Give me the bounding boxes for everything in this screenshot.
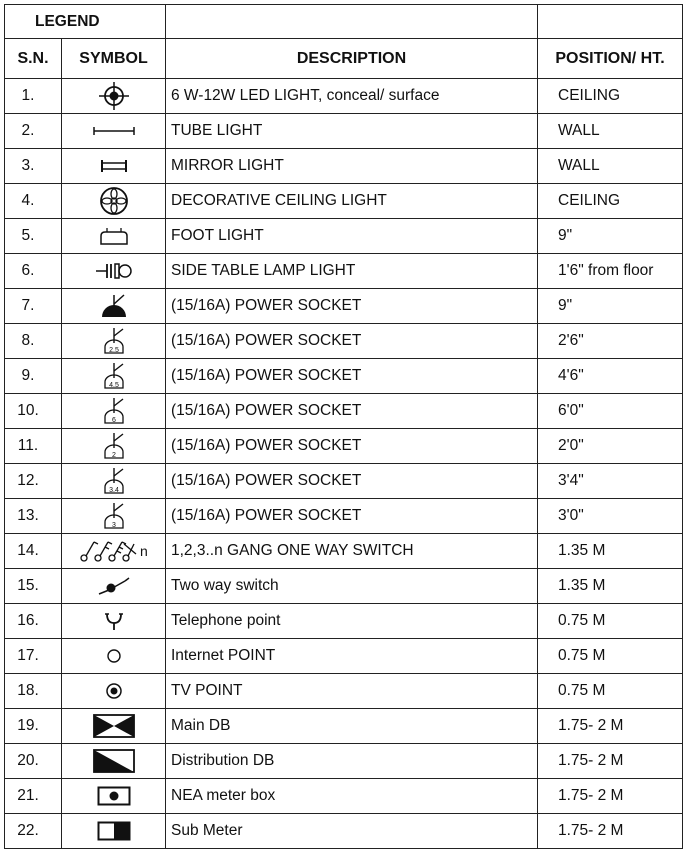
row-description: Two way switch <box>166 569 538 604</box>
row-position: 3'4" <box>538 464 683 499</box>
row-description: Sub Meter <box>166 814 538 849</box>
row-position: WALL <box>538 149 683 184</box>
mirror-light-icon <box>99 157 129 174</box>
socket-height-label: 3.4 <box>108 487 119 494</box>
row-symbol <box>62 744 166 779</box>
decorative-light-icon <box>98 192 130 209</box>
socket-height-label: 4.5 <box>108 382 119 389</box>
row-sn: 5. <box>5 219 62 254</box>
meter-box-icon <box>97 787 131 804</box>
row-position: 4'6" <box>538 359 683 394</box>
legend-row <box>5 604 683 639</box>
row-position: 1'6" from floor <box>538 254 683 289</box>
legend-row <box>5 219 683 254</box>
row-position: CEILING <box>538 79 683 114</box>
legend-row <box>5 359 683 394</box>
row-description: (15/16A) POWER SOCKET <box>166 429 538 464</box>
row-symbol <box>62 429 166 464</box>
title-pos-blank <box>538 5 683 39</box>
row-sn: 2. <box>5 114 62 149</box>
row-sn: 19. <box>5 709 62 744</box>
row-position: 0.75 M <box>538 604 683 639</box>
row-symbol <box>62 674 166 709</box>
row-sn: 22. <box>5 814 62 849</box>
row-position: 9" <box>538 289 683 324</box>
row-sn: 18. <box>5 674 62 709</box>
legend-row <box>5 79 683 114</box>
row-description: (15/16A) POWER SOCKET <box>166 464 538 499</box>
row-description: Main DB <box>166 709 538 744</box>
row-description: MIRROR LIGHT <box>166 149 538 184</box>
row-symbol <box>62 779 166 814</box>
legend-table <box>4 4 683 849</box>
legend-row <box>5 674 683 709</box>
row-sn: 10. <box>5 394 62 429</box>
row-description: 6 W-12W LED LIGHT, conceal/ surface <box>166 79 538 114</box>
legend-row <box>5 499 683 534</box>
row-description: Distribution DB <box>166 744 538 779</box>
row-position: 9" <box>538 219 683 254</box>
row-position: 3'0" <box>538 499 683 534</box>
tube-light-icon <box>92 122 136 139</box>
row-description: (15/16A) POWER SOCKET <box>166 394 538 429</box>
two-way-switch-icon <box>97 577 131 594</box>
row-position: 2'0" <box>538 429 683 464</box>
row-description: Internet POINT <box>166 639 538 674</box>
socket-icon <box>99 402 129 424</box>
row-description: NEA meter box <box>166 779 538 814</box>
row-sn: 13. <box>5 499 62 534</box>
legend-title-row <box>5 5 683 39</box>
socket-height-label: 6 <box>111 417 116 424</box>
row-symbol <box>62 114 166 149</box>
row-position: 1.75- 2 M <box>538 709 683 744</box>
row-position: 1.75- 2 M <box>538 779 683 814</box>
title-desc-blank <box>166 5 538 39</box>
row-description: (15/16A) POWER SOCKET <box>166 289 538 324</box>
legend-row <box>5 324 683 359</box>
legend-row <box>5 639 683 674</box>
row-symbol <box>62 219 166 254</box>
socket-height-label: 2 <box>111 452 116 459</box>
legend-row <box>5 534 683 569</box>
gang-switch-icon <box>78 542 150 559</box>
foot-light-icon <box>98 227 130 244</box>
row-description: FOOT LIGHT <box>166 219 538 254</box>
tv-point-icon <box>104 682 124 699</box>
socket-icon <box>99 472 129 494</box>
row-position: WALL <box>538 114 683 149</box>
led-light-icon <box>97 87 131 104</box>
row-sn: 6. <box>5 254 62 289</box>
row-position: 0.75 M <box>538 674 683 709</box>
header-symbol: SYMBOL <box>62 39 166 79</box>
row-position: 1.75- 2 M <box>538 814 683 849</box>
row-description: DECORATIVE CEILING LIGHT <box>166 184 538 219</box>
row-symbol <box>62 569 166 604</box>
header-position: POSITION/ HT. <box>538 39 683 79</box>
header-description: DESCRIPTION <box>166 39 538 79</box>
row-symbol <box>62 499 166 534</box>
socket-height-label: 2.5 <box>108 347 119 354</box>
row-sn: 8. <box>5 324 62 359</box>
row-description: 1,2,3..n GANG ONE WAY SWITCH <box>166 534 538 569</box>
legend-row <box>5 114 683 149</box>
row-position: 0.75 M <box>538 639 683 674</box>
legend-row <box>5 184 683 219</box>
row-description: TV POINT <box>166 674 538 709</box>
main-db-icon <box>93 717 135 734</box>
row-position: CEILING <box>538 184 683 219</box>
row-description: Telephone point <box>166 604 538 639</box>
internet-point-icon <box>105 647 123 664</box>
row-symbol <box>62 639 166 674</box>
row-sn: 17. <box>5 639 62 674</box>
legend-row <box>5 464 683 499</box>
row-description: TUBE LIGHT <box>166 114 538 149</box>
sub-meter-icon <box>97 822 131 839</box>
legend-row <box>5 779 683 814</box>
row-sn: 7. <box>5 289 62 324</box>
row-symbol <box>62 149 166 184</box>
row-position: 2'6" <box>538 324 683 359</box>
row-sn: 4. <box>5 184 62 219</box>
row-sn: 15. <box>5 569 62 604</box>
row-sn: 11. <box>5 429 62 464</box>
legend-row <box>5 569 683 604</box>
row-symbol <box>62 814 166 849</box>
socket-icon <box>99 507 129 529</box>
legend-row <box>5 289 683 324</box>
legend-row <box>5 429 683 464</box>
row-symbol <box>62 464 166 499</box>
socket-icon <box>99 332 129 354</box>
row-sn: 1. <box>5 79 62 114</box>
socket-height-label: 3 <box>111 522 116 529</box>
row-description: (15/16A) POWER SOCKET <box>166 324 538 359</box>
row-sn: 20. <box>5 744 62 779</box>
row-position: 1.35 M <box>538 569 683 604</box>
row-symbol <box>62 709 166 744</box>
row-symbol <box>62 289 166 324</box>
row-sn: 14. <box>5 534 62 569</box>
legend-row <box>5 149 683 184</box>
row-symbol <box>62 359 166 394</box>
header-row <box>5 39 683 79</box>
socket-icon <box>99 367 129 389</box>
distribution-db-icon <box>93 752 135 769</box>
row-symbol <box>62 184 166 219</box>
socket-floor-icon <box>98 297 130 314</box>
row-description: SIDE TABLE LAMP LIGHT <box>166 254 538 289</box>
switch-count-label: n <box>139 543 148 559</box>
socket-icon <box>99 437 129 459</box>
row-position: 1.35 M <box>538 534 683 569</box>
row-symbol <box>62 394 166 429</box>
row-description: (15/16A) POWER SOCKET <box>166 359 538 394</box>
row-sn: 16. <box>5 604 62 639</box>
row-description: (15/16A) POWER SOCKET <box>166 499 538 534</box>
legend-row <box>5 254 683 289</box>
telephone-point-icon <box>104 612 124 629</box>
legend-row <box>5 394 683 429</box>
row-sn: 3. <box>5 149 62 184</box>
legend-row <box>5 744 683 779</box>
row-symbol <box>62 534 166 569</box>
row-sn: 21. <box>5 779 62 814</box>
row-sn: 12. <box>5 464 62 499</box>
table-lamp-icon <box>95 262 133 279</box>
legend-title: LEGEND <box>5 5 62 39</box>
row-sn: 9. <box>5 359 62 394</box>
row-position: 1.75- 2 M <box>538 744 683 779</box>
row-symbol <box>62 79 166 114</box>
row-symbol <box>62 604 166 639</box>
legend-row <box>5 709 683 744</box>
header-sn: S.N. <box>5 39 62 79</box>
row-position: 6'0" <box>538 394 683 429</box>
row-symbol <box>62 324 166 359</box>
row-symbol <box>62 254 166 289</box>
legend-row <box>5 814 683 849</box>
